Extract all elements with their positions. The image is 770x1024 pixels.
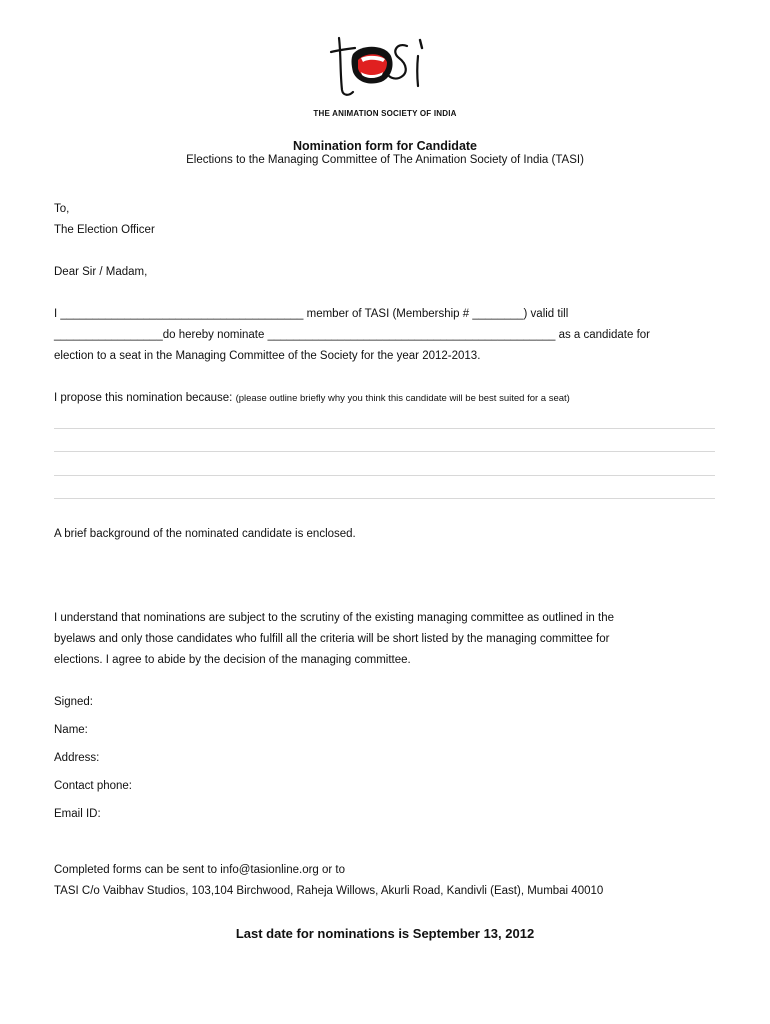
address-field: Address: [54, 752, 100, 764]
signed-field: Signed: [54, 696, 94, 708]
nomination-deadline: Last date for nominations is September 13, 2012 [235, 926, 535, 941]
nomination-line-1: I ______________________________________ member of TASI (Membership # ________) valid till [54, 308, 569, 320]
address-to: To, [54, 203, 70, 215]
postal-address: TASI C/o Vaibhav Studios, 103,104 Birchwood, Raheja Willows, Akurli Road, Kandivli (East), Mumbai 40010 [54, 885, 604, 897]
recipient: The Election Officer [54, 224, 155, 236]
propose-label: I propose this nomination because: [54, 392, 233, 404]
send-instructions: Completed forms can be sent to info@tasionline.org or to [54, 864, 346, 876]
reason-line-2[interactable] [54, 451, 715, 452]
form-title: Nomination form for Candidate [292, 139, 478, 153]
salutation: Dear Sir / Madam, [54, 266, 148, 278]
tasi-logo [325, 32, 435, 102]
nomination-line-3: election to a seat in the Managing Committee of the Society for the year 2012-2013. [54, 350, 481, 362]
form-subtitle: Elections to the Managing Committee of The Animation Society of India (TASI) [186, 154, 584, 166]
name-field: Name: [54, 724, 88, 736]
background-note: A brief background of the nominated candidate is enclosed. [54, 528, 356, 540]
contact-phone-field: Contact phone: [54, 780, 133, 792]
email-id-field: Email ID: [54, 808, 101, 820]
reason-line-4[interactable] [54, 498, 715, 499]
propose-reason [54, 391, 570, 406]
reason-line-3[interactable] [54, 475, 715, 476]
reason-line-1[interactable] [54, 428, 715, 429]
understanding-line-1: I understand that nominations are subject to the scrutiny of the existing managing committee as outlined in the [54, 612, 614, 624]
understanding-line-2: byelaws and only those candidates who fulfill all the criteria will be short listed by the managing committee for [54, 633, 610, 645]
understanding-line-3: elections. I agree to abide by the decision of the managing committee. [54, 654, 411, 666]
organization-name: THE ANIMATION SOCIETY OF INDIA [313, 109, 457, 118]
propose-hint: (please outline briefly why you think this candidate will be best suited for a seat) [235, 393, 570, 404]
nomination-line-2: _________________do hereby nominate _____________________________________________ as a candidate for [54, 329, 651, 341]
